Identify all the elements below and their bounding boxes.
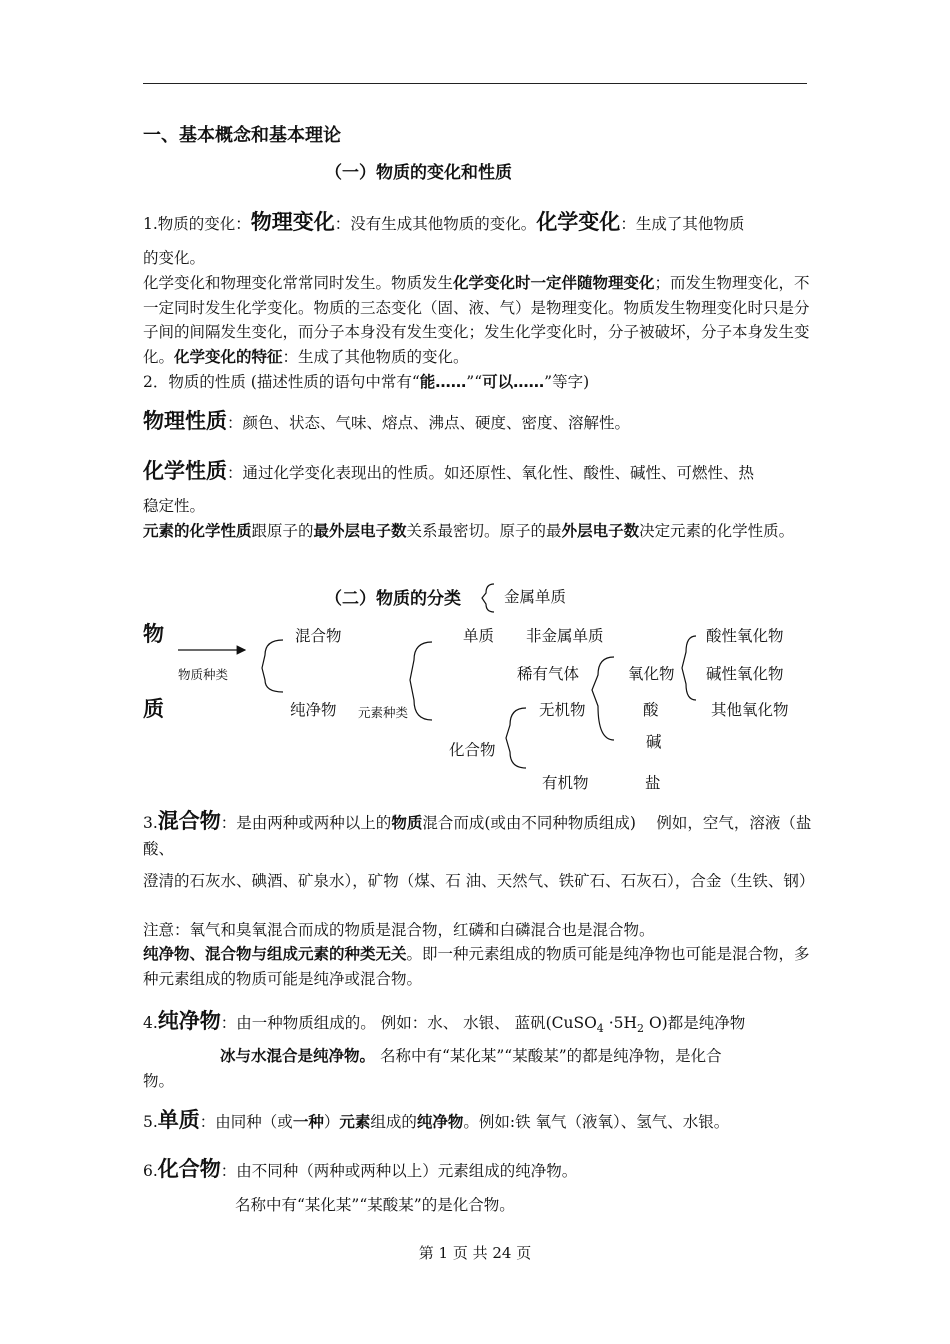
diagram-noble: 稀有气体 xyxy=(517,665,580,683)
page-footer: 第 1 页 共 24 页 xyxy=(418,1244,532,1262)
diagram-nonmetal: 非金属单质 xyxy=(526,627,604,645)
diagram-basic-oxide: 碱性氧化物 xyxy=(706,665,784,683)
diagram-element-type: 元素种类 xyxy=(358,705,409,720)
brace-inorganic-types xyxy=(592,657,614,740)
diagram-zhi: 质 xyxy=(143,697,164,721)
brace-compound-types xyxy=(506,708,526,768)
para-change: 1.物质的变化：物理变化：没有生成其他物质的变化。化学变化：生成了其他物质 xyxy=(143,210,745,234)
para-ice-water-end: 物。 xyxy=(143,1072,175,1090)
diagram-acidic-oxide: 酸性氧化物 xyxy=(706,627,784,645)
diagram-salt: 盐 xyxy=(645,774,661,792)
para-physical-property: 物理性质：颜色、状态、气味、熔点、沸点、硬度、密度、溶解性。 xyxy=(143,409,631,433)
subsection-title-2: （二）物质的分类 xyxy=(325,589,461,609)
para-pure-mixture: 纯净物、混合物与组成元素的种类无关。即一种元素组成的物质可能是纯净物也可能是混合物，多种元素组成的物质可能是纯净或混合物。 xyxy=(143,945,810,988)
diagram-acid: 酸 xyxy=(643,701,659,719)
para-compound: 6.化合物：由不同种（两种或两种以上）元素组成的纯净物。 xyxy=(143,1157,578,1181)
term-simple-substance: 单质 xyxy=(157,1108,200,1132)
brace-mixture-pure xyxy=(262,640,283,692)
term-chemical-change: 化学变化 xyxy=(536,210,621,234)
diagram-mixture: 混合物 xyxy=(295,627,342,645)
diagram-wu: 物 xyxy=(143,622,164,646)
term-chemical-property: 化学性质 xyxy=(143,459,227,483)
term-physical-change: 物理变化 xyxy=(250,210,335,234)
para-ice-water: 冰与水混合是纯净物。 名称中有“某化某”“某酸某”的都是纯净物，是化合 xyxy=(220,1047,722,1065)
diagram-compound: 化合物 xyxy=(449,741,496,759)
diagram-other-oxide: 其他氧化物 xyxy=(711,701,789,719)
diagram-pure: 纯净物 xyxy=(290,701,337,719)
diagram-organic: 有机物 xyxy=(542,774,589,792)
para-change-detail: 化学变化和物理变化常常同时发生。物质发生化学变化时一定伴随物理变化；而发生物理变化，不一定同时发生化学变化。物质的三态变化（固、液、气）是物理变化。物质发生物理变化时只是分子间的间隔发生变化，而分子本身没有发生变化；发生化学变化时，分子被破坏，分子本身发生变化。化学变化的特征：生成了其他物质的变化。 xyxy=(143,274,810,366)
para-element-property: 元素的化学性质跟原子的最外层电子数关系最密切。原子的最外层电子数决定元素的化学性质。 xyxy=(143,522,795,540)
para-properties: 2．物质的性质 (描述性质的语句中常有“能……”“可以……”等字) xyxy=(143,373,590,391)
term-pure-substance: 纯净物 xyxy=(157,1009,221,1033)
diagram-metal: 金属单质 xyxy=(504,588,567,606)
diagram-arrow-label: 物质种类 xyxy=(178,667,229,682)
section-title: 一、基本概念和基本理论 xyxy=(143,125,341,146)
brace-simple-types xyxy=(482,584,494,612)
para-compound-naming: 名称中有“某化某”“某酸某”的是化合物。 xyxy=(235,1196,515,1214)
para-pure-substance: 4.纯净物：由一种物质组成的。 例如：水、 水银、 蓝矾(CuSO$_4$ $\cdot 5H_2$ O)都是纯净物 xyxy=(143,1009,746,1036)
para-chemical-property: 化学性质：通过化学变化表现出的性质。如还原性、氧化性、酸性、碱性、可燃性、热 xyxy=(143,459,755,483)
term-mixture: 混合物 xyxy=(157,809,221,833)
term-physical-property: 物理性质 xyxy=(143,409,227,433)
brace-oxide-types xyxy=(682,636,696,700)
para-note: 注意：氧气和臭氧混合而成的物质是混合物，红磷和白磷混合也是混合物。 xyxy=(143,921,655,939)
diagram-oxide: 氧化物 xyxy=(628,665,675,683)
subsection-title-1: （一）物质的变化和性质 xyxy=(325,163,512,183)
diagram-simple: 单质 xyxy=(463,627,495,645)
diagram-base: 碱 xyxy=(646,733,662,751)
para-change-end: 的变化。 xyxy=(143,249,206,267)
brace-simple-compound xyxy=(410,642,432,720)
diagram-inorganic: 无机物 xyxy=(539,701,586,719)
para-simple-substance: 5.单质：由同种（或一种）元素组成的纯净物。例如:铁 氧气（液氧）、氢气、水银。 xyxy=(143,1108,730,1132)
para-mixture: 3.混合物：是由两种或两种以上的物质混合而成(或由不同种物质组成) 例如，空气，溶液（盐酸、 xyxy=(143,809,812,858)
para-mixture-examples: 澄清的石灰水、碘酒、矿泉水），矿物（煤、石 油、天然气、铁矿石、石灰石），合金（生铁、钢） xyxy=(143,872,815,890)
term-compound: 化合物 xyxy=(157,1157,221,1181)
para-chemical-property-end: 稳定性。 xyxy=(143,497,206,515)
